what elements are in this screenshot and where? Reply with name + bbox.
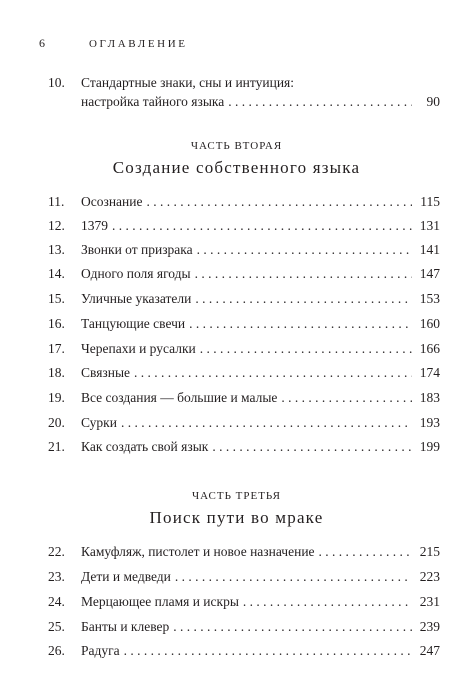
- toc-entry: [48, 414, 440, 432]
- toc-entry-number: 15.: [48, 291, 65, 306]
- toc-entry-title: Как создать свой язык: [81, 439, 209, 454]
- dot-leader: [195, 265, 412, 283]
- toc-entry-number: 11.: [48, 194, 65, 209]
- toc-entry-page: 147: [419, 266, 440, 281]
- toc-entry-page: 247: [419, 643, 440, 658]
- dot-leader: [121, 414, 412, 432]
- toc-entry: [48, 290, 440, 308]
- toc-entry-10-line1: [48, 74, 440, 92]
- toc-entry-number: 19.: [48, 390, 65, 405]
- running-title: ОГЛАВЛЕНИЕ: [89, 38, 188, 50]
- toc-entry-number: 20.: [48, 415, 65, 430]
- toc-entry-page: 174: [419, 365, 440, 380]
- toc-entry-title: Осознание: [81, 194, 143, 209]
- toc-entry: [48, 315, 440, 333]
- toc-entry: [48, 438, 440, 456]
- toc-entry-page: 215: [419, 544, 440, 559]
- toc-entry-title: Банты и клевер: [81, 619, 170, 634]
- toc-entry-page: 223: [419, 569, 440, 584]
- toc-entry-title: Дети и медведи: [81, 569, 171, 584]
- dot-leader: [228, 93, 412, 111]
- toc-entry-page: 131: [419, 218, 440, 233]
- toc-entry-title: Камуфляж, пистолет и новое назначение: [81, 544, 315, 559]
- toc-entry: [48, 618, 440, 636]
- toc-entry: [48, 364, 440, 382]
- dot-leader: [173, 618, 412, 636]
- toc-entry-page: 193: [419, 415, 440, 430]
- toc-entry: [48, 193, 440, 211]
- dot-leader: [212, 438, 412, 456]
- part-label: ЧАСТЬ ВТОРАЯ: [190, 140, 283, 152]
- toc-entry-page: 183: [419, 390, 440, 405]
- toc-entry-number: 14.: [48, 266, 65, 281]
- toc-entry: [48, 642, 440, 660]
- dot-leader: [195, 290, 412, 308]
- toc-entry: [48, 241, 440, 259]
- toc-entry-number: 26.: [48, 643, 65, 658]
- toc-entry-title: Танцующие свечи: [81, 316, 186, 331]
- toc-entry-title: Черепахи и русалки: [81, 341, 196, 356]
- toc-entry-title: 1379: [81, 218, 108, 233]
- toc-entry-page: 115: [420, 194, 440, 209]
- toc-entry-number: 24.: [48, 594, 65, 609]
- part-title: Поиск пути во мраке: [149, 508, 324, 527]
- dot-leader: [134, 364, 412, 382]
- toc-entry-page: 160: [419, 316, 440, 331]
- toc-entry-number: 10.: [48, 75, 65, 90]
- toc-entry-page: 153: [419, 291, 440, 306]
- toc-entry-title: Мерцающее пламя и искры: [81, 594, 239, 609]
- toc-entry-number: 22.: [48, 544, 65, 559]
- toc-entry-number: 16.: [48, 316, 65, 331]
- dot-leader: [243, 593, 412, 611]
- toc-entry-page: 231: [419, 594, 440, 609]
- toc-entry: [48, 568, 440, 586]
- toc-entry-title: Стандартные знаки, сны и интуиция:: [81, 75, 295, 90]
- dot-leader: [124, 642, 412, 660]
- toc-entry-number: 25.: [48, 619, 65, 634]
- toc-entry: [48, 389, 440, 407]
- toc-entry-number: 23.: [48, 569, 65, 584]
- toc-entry-title: Одного поля ягоды: [81, 266, 191, 281]
- toc-entry-title: Связные: [81, 365, 131, 380]
- toc-entry-title: Сурки: [81, 415, 117, 430]
- toc-entry-page: 166: [419, 341, 440, 356]
- dot-leader: [319, 543, 412, 561]
- toc-entry-page: 90: [426, 94, 440, 109]
- dot-leader: [197, 241, 412, 259]
- toc-entry: [48, 340, 440, 358]
- toc-entry-page: 239: [419, 619, 440, 634]
- toc-entry: [48, 217, 440, 235]
- dot-leader: [189, 315, 412, 333]
- toc-entry-title: Радуга: [81, 643, 120, 658]
- dot-leader: [146, 193, 412, 211]
- dot-leader: [175, 568, 412, 586]
- running-head: [39, 36, 188, 51]
- toc-entry-page: 141: [419, 242, 440, 257]
- toc-entry-title: Уличные указатели: [81, 291, 192, 306]
- toc-entry: [48, 265, 440, 283]
- toc-entry-number: 17.: [48, 341, 65, 356]
- toc-entry-number: 18.: [48, 365, 65, 380]
- toc-entry-number: 13.: [48, 242, 65, 257]
- part-title: Создание собственного языка: [112, 158, 361, 177]
- toc-entry-page: 199: [419, 439, 440, 454]
- dot-leader: [112, 217, 412, 235]
- toc-entry-title: Звонки от призрака: [81, 242, 193, 257]
- part-label: ЧАСТЬ ТРЕТЬЯ: [191, 490, 281, 502]
- toc-entry-10-line2: [48, 93, 440, 111]
- toc-entry-title: Все создания — большие и малые: [81, 390, 278, 405]
- toc-entry: [48, 543, 440, 561]
- page-number: 6: [39, 36, 45, 50]
- dot-leader: [281, 389, 412, 407]
- toc-entry: [48, 593, 440, 611]
- toc-entry-number: 21.: [48, 439, 65, 454]
- toc-entry-title-continued: настройка тайного языка: [81, 94, 225, 109]
- toc-entry-number: 12.: [48, 218, 65, 233]
- dot-leader: [200, 340, 412, 358]
